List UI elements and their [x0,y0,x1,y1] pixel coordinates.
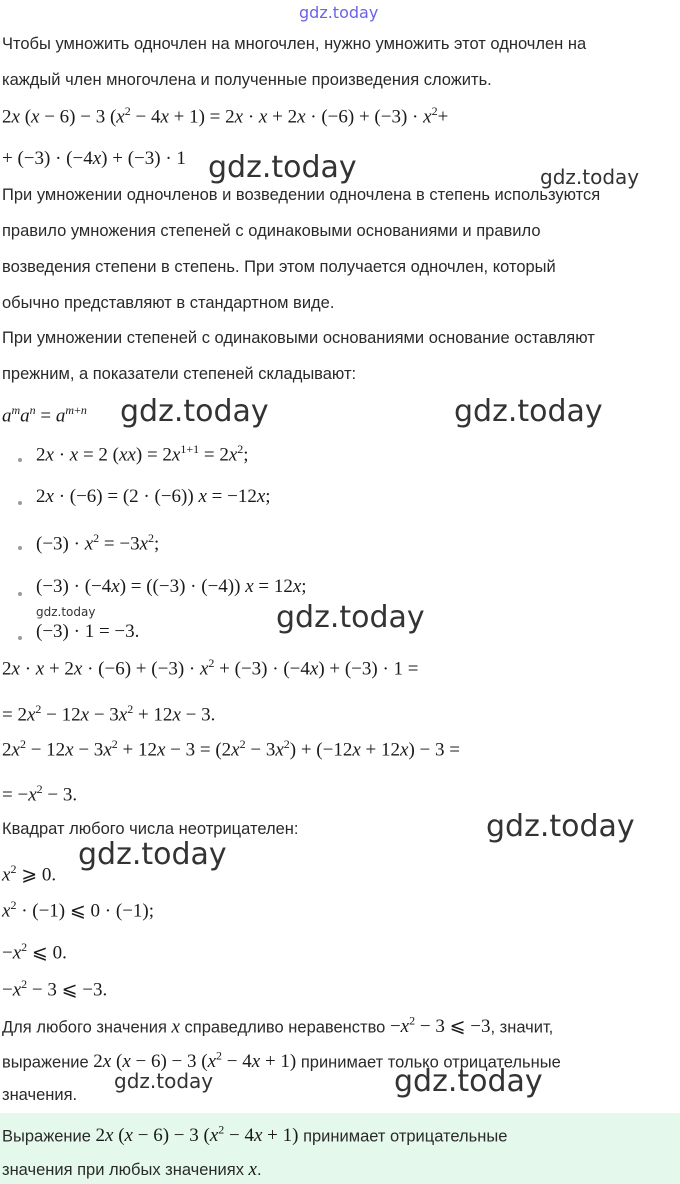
text-line: обычно представляют в стандартном виде. [2,294,335,312]
watermark: gdz.today [78,837,227,872]
formula-bullet-4: (−3) · (−4x) = ((−3) · (−4)) x = 12x; [36,576,307,597]
watermark: gdz.today [540,165,640,189]
inequality-1: $x^2$ ⩾ 0. [2,862,57,886]
text-fragment: принимает отрицательные [303,1127,508,1146]
text-fragment: принимает только отрицательные [300,1053,561,1072]
formula-bullet-1: 2x · x = 2 $(xx) = 2x^{1+1} = 2x^2$; [36,442,249,466]
bullet-icon [18,636,22,640]
text-fragment: справедливо неравенство [184,1018,386,1037]
formula-bullet-3: $(-3) \cdot x^2 = -3x^2$; [36,531,160,555]
text-fragment: , значит, [490,1018,554,1037]
text-line: каждый член многочлена и полученные произведения сложить. [2,71,492,89]
text-fragment: Для любого значения [2,1018,167,1037]
text-line: прежним, а показатели степеней складывают: [2,365,357,383]
watermark-top: gdz.today [299,3,379,22]
formula-group-line1: $2x^2 - 12x - 3x^2 + 12x - 3 = (2x^2 - 3x^2) + (-12x + 12x) - 3$ = [2,737,460,761]
conclusion-line1: Для любого значения x справедливо неравенство $-x^2 - 3$ ⩽ −3, значит, [2,1014,554,1038]
formula-sum-line2: = $2x^2 - 12x - 3x^2 + 12x - 3$. [2,702,216,726]
formula-bullet-5: (−3) · 1 = −3. [36,621,140,642]
text-line: При умножении степеней с одинаковыми основаниями основание оставляют [2,329,595,347]
text-line: Чтобы умножить одночлен на многочлен, нужно умножить этот одночлен на [2,35,587,53]
text-line: правило умножения степеней с одинаковыми основаниями и правило [2,222,541,240]
text-line: возведения степени в степень. При этом получается одночлен, который [2,258,556,276]
text-line: При умножении одночленов и возведении одночлена в степень используются [2,186,601,204]
watermark: gdz.today [114,1069,214,1093]
formula-expansion-line2: + (−3) · (−4x) + (−3) · 1 [2,148,186,169]
watermark: gdz.today [394,1064,543,1099]
formula-bullet-2: 2x · (−6) = (2 · (−6)) x = −12x; [36,486,271,507]
text-line: Квадрат любого числа неотрицателен: [2,820,299,838]
conclusion-line2: выражение 2x (x − 6) − 3 $(x^2 - 4x + 1)$ принимает только отрицательные [2,1049,561,1073]
text-fragment: Выражение [2,1127,91,1146]
answer-box [0,1113,680,1184]
formula-power-rule: $a^ma^n = a^{m+n}$ [2,403,87,427]
answer-line1: Выражение 2x (x − 6) − 3 $(x^2 - 4x + 1)$ принимает отрицательные [2,1123,508,1147]
inequality-3: $-x^2$ ⩽ 0. [2,940,67,964]
watermark: gdz.today [276,600,425,635]
formula-group-line2: = $-x^2 - 3$. [2,782,78,806]
answer-line2: значения при любых значениях x. [2,1159,262,1180]
bullet-icon [18,458,22,462]
watermark: gdz.today [36,605,96,619]
watermark: gdz.today [454,394,603,429]
formula-sum-line1: $2x \cdot x + 2x \cdot (-6) + (-3) \cdot x^2 + (-3) \cdot (-4x) + (-3) \cdot 1$ = [2,656,419,680]
text-fragment: значения при любых значениях [2,1161,244,1179]
bullet-icon [18,546,22,550]
text-fragment: выражение [2,1053,89,1072]
conclusion-line3: значения. [2,1086,78,1104]
watermark: gdz.today [120,394,269,429]
inequality-4: $-x^2 - 3$ ⩽ −3. [2,977,108,1001]
bullet-icon [18,501,22,505]
watermark: gdz.today [486,809,635,844]
watermark: gdz.today [208,150,357,185]
inequality-2: $x^2 \cdot (-1)$ ⩽ 0 · (−1); [2,898,155,922]
formula-expansion-line1: 2x (x − 6) − 3 $(x^2 - 4x + 1) = 2x \cdot x + 2x \cdot (-6) + (-3) \cdot x^2+$ [2,104,449,128]
bullet-icon [18,592,22,596]
